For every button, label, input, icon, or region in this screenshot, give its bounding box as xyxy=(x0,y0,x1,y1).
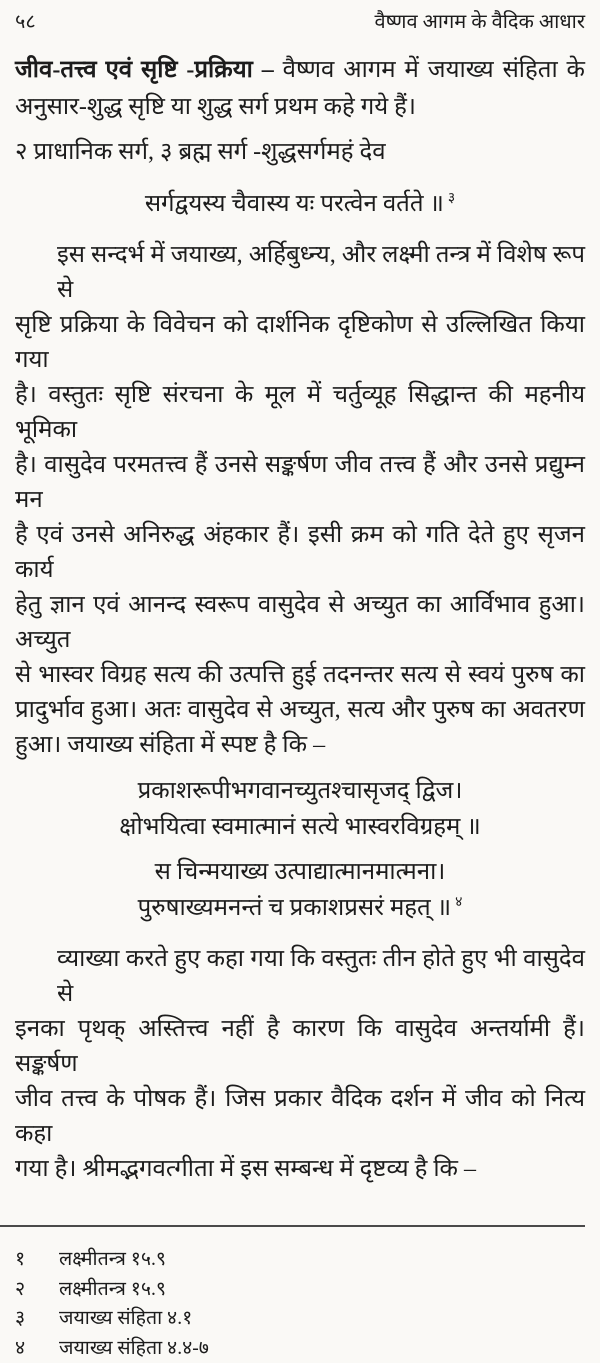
page-body xyxy=(15,52,585,1187)
verse-text: सर्गद्वयस्य चैवास्य यः परत्वेन वर्तते ॥ xyxy=(145,191,444,217)
footnote-number: २ xyxy=(15,1275,45,1305)
footnote-item xyxy=(15,1275,585,1305)
footnote-text: लक्ष्मीतन्त्र १५.९ xyxy=(45,1245,166,1275)
intro-line-1 xyxy=(15,52,585,89)
footnote-ref-4: ४ xyxy=(455,895,462,910)
verse-block-prakasharupi xyxy=(15,773,585,845)
footnote-text: लक्ष्मीतन्त्र १५.९ xyxy=(45,1275,166,1305)
verse-line-with-ref xyxy=(15,890,585,926)
section-heading: जीव-तत्त्व एवं सृष्टि -प्रक्रिया – xyxy=(15,57,274,83)
verse-line: प्रकाशरूपीभगवानच्युतश्चासृजद् द्विज। xyxy=(15,773,585,809)
closing-paragraph-line: इनका पृथक् अस्तित्त्व नहीं है कारण कि वासुदेव अन्तर्यामी हैं। सङ्कर्षण xyxy=(15,1012,585,1082)
closing-paragraph-line: व्याख्या करते हुए कहा गया कि वस्तुतः तीन होते हुए भी वासुदेव से xyxy=(15,942,585,1012)
page-header xyxy=(15,8,585,36)
footnote-number: ३ xyxy=(15,1304,45,1334)
intro-paragraph xyxy=(15,52,585,126)
verse-line-sargadvayasya xyxy=(15,186,585,222)
footnote-number: १ xyxy=(15,1245,45,1275)
verse-text: पुरुषाख्यमनन्तं च प्रकाशप्रसरं महत् ॥ xyxy=(138,895,452,921)
intro-line-1-rest: वैष्णव आगम में जयाख्य संहिता के xyxy=(274,57,585,83)
main-paragraph-line: इस सन्दर्भ में जयाख्य, अर्हिबुध्न्य, और लक्ष्मी तन्त्र में विशेष रूप से xyxy=(15,238,585,308)
main-paragraph-line: है। वासुदेव परमतत्त्व हैं उनसे सङ्कर्षण जीव तत्त्व हैं और उनसे प्रद्युम्न मन xyxy=(15,448,585,518)
sarga-enumeration-line: २ प्राधानिक सर्ग, ३ ब्रह्म सर्ग -शुद्धसर्गमहं देव xyxy=(15,134,585,170)
main-paragraph-line: प्रादुर्भाव हुआ। अतः वासुदेव से अच्युत, सत्य और पुरुष का अवतरण xyxy=(15,693,585,728)
footnote-ref-3: ३ xyxy=(448,191,455,206)
main-paragraph-line: है। वस्तुतः सृष्टि संरचना के मूल में चर्तुव्यूह सिद्धान्त की महनीय भूमिका xyxy=(15,378,585,448)
closing-paragraph-line: जीव तत्त्व के पोषक हैं। जिस प्रकार वैदिक दर्शन में जीव को नित्य कहा xyxy=(15,1082,585,1152)
footnote-item xyxy=(15,1304,585,1334)
footnote-separator xyxy=(0,1225,585,1227)
main-paragraph-line: सृष्टि प्रक्रिया के विवेचन को दार्शनिक दृष्टिकोण से उल्लिखित किया गया xyxy=(15,308,585,378)
closing-paragraph xyxy=(15,942,585,1187)
intro-line-2: अनुसार-शुद्ध सृष्टि या शुद्ध सर्ग प्रथम कहे गये हैं। xyxy=(15,89,585,126)
footnote-item xyxy=(15,1245,585,1275)
verse-block-sachinmaya xyxy=(15,854,585,926)
verse-line: स चिन्मयाख्य उत्पाद्यात्मानमात्मना। xyxy=(15,854,585,890)
verse-line: क्षोभयित्वा स्वमात्मानं सत्ये भास्वरविग्रहम् ॥ xyxy=(15,809,585,845)
closing-paragraph-line: गया है। श्रीमद्भगवत्गीता में इस सम्बन्ध में दृष्टव्य है कि – xyxy=(15,1152,585,1187)
main-paragraph-line: से भास्वर विग्रह सत्य की उत्पत्ति हुई तदनन्तर सत्य से स्वयं पुरुष का xyxy=(15,658,585,693)
main-paragraph-line: हुआ। जयाख्य संहिता में स्पष्ट है कि – xyxy=(15,728,585,763)
main-paragraph xyxy=(15,238,585,763)
footnote-item xyxy=(15,1334,585,1363)
page-number: ५८ xyxy=(15,8,36,36)
footnote-text: जयाख्य संहिता ४.१ xyxy=(45,1304,192,1334)
main-paragraph-line: हेतु ज्ञान एवं आनन्द स्वरूप वासुदेव से अच्युत का आर्विभाव हुआ। अच्युत xyxy=(15,588,585,658)
main-paragraph-line: है एवं उनसे अनिरुद्ध अंहकार हैं। इसी क्रम को गति देते हुए सृजन कार्य xyxy=(15,518,585,588)
running-title: वैष्णव आगम के वैदिक आधार xyxy=(374,8,585,36)
footnote-list xyxy=(15,1245,585,1363)
footnote-text: जयाख्य संहिता ४.४-७ xyxy=(45,1334,209,1363)
footnote-number: ४ xyxy=(15,1334,45,1363)
